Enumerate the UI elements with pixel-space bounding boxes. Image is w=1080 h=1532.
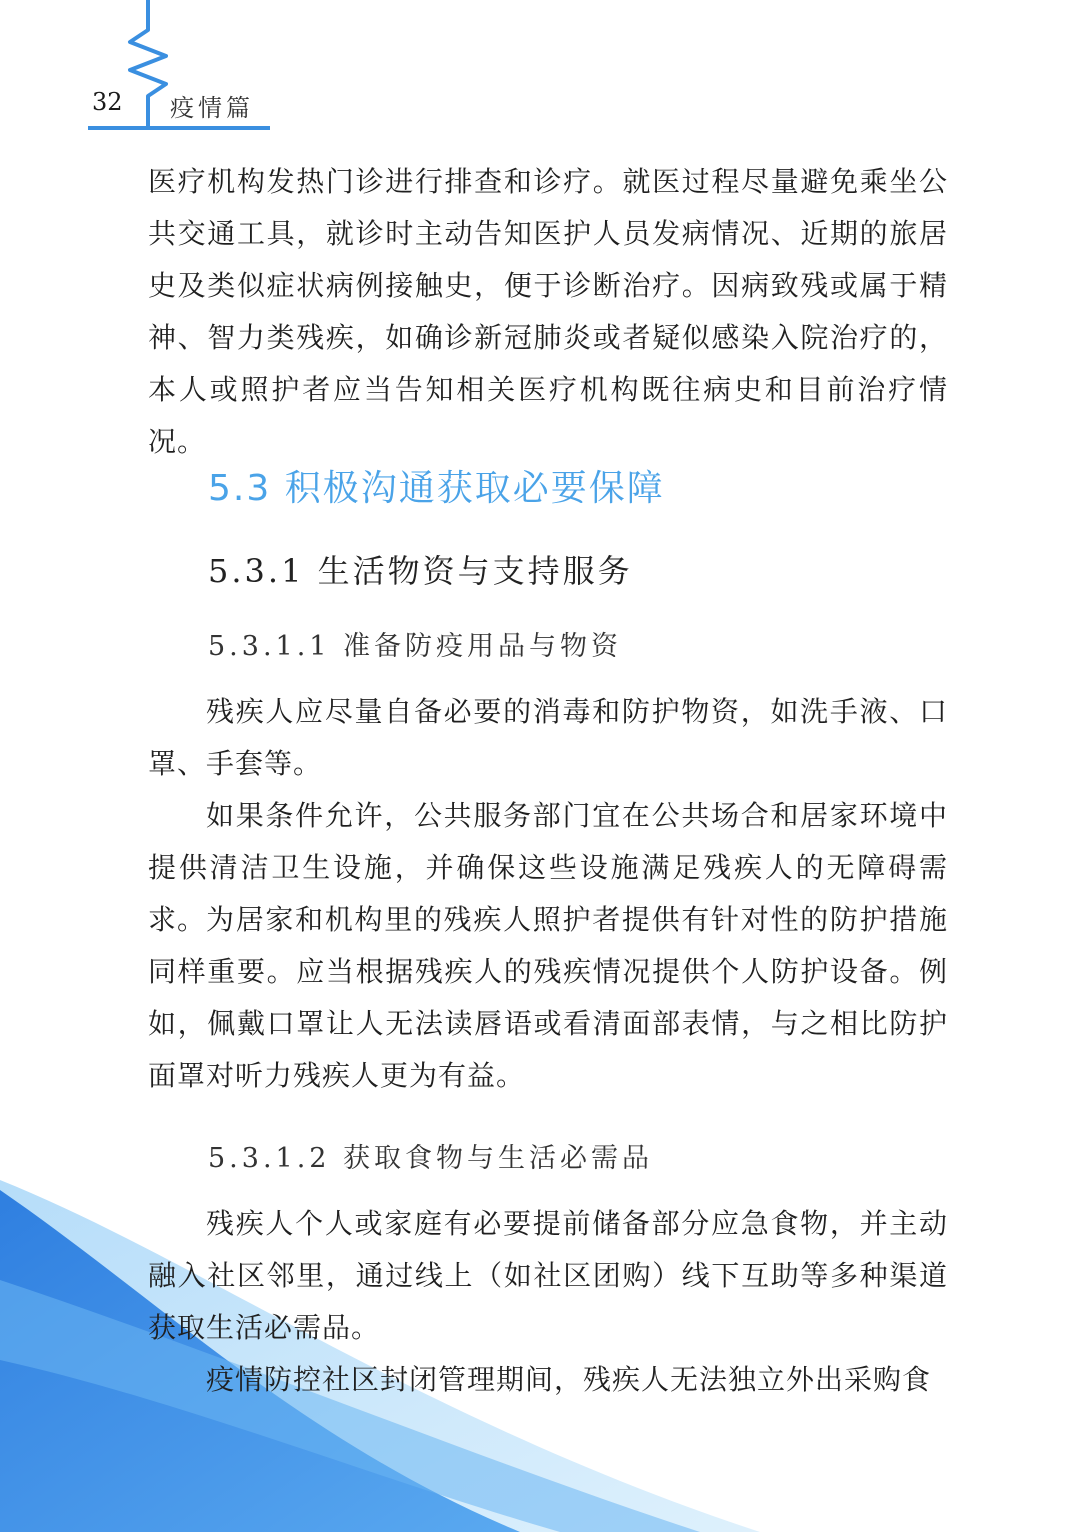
paragraph-5-3-1-1-c: 为居家和机构里的残疾人照护者提供有针对性的防护措施同样重要。应当根据残疾人的残疾情况提供个人防护设备。例如，佩戴口罩让人无法读唇语或看清面部表情，与之相比防护面罩对听力残疾人更为有益。 — [148, 903, 948, 1092]
subsubsection-heading-5-3-1-1: 5.3.1.1 准备防疫用品与物资 — [208, 631, 623, 662]
subsection-heading-5-3-1: 5.3.1 生活物资与支持服务 — [208, 552, 633, 590]
section-heading-5-3: 5.3 积极沟通获取必要保障 — [208, 468, 665, 509]
header-zigzag-line — [130, 0, 166, 128]
paragraph-5-3-1-2-b: 疫情防控社区封闭管理期间，残疾人无法独立外出采购食 — [206, 1363, 932, 1396]
paragraph-5-3-1-1-b: 如果条件允许，公共服务部门宜在公共场合和居家环境中提供清洁卫生设施，并确保这些设施满足残疾人的无障碍需求。 — [148, 799, 948, 936]
running-header-title: 疫情篇 — [170, 94, 254, 122]
paragraph-5-3-1-2-a: 残疾人个人或家庭有必要提前储备部分应急食物，并主动融入社区邻里，通过线上（如社区团购）线下互助等多种渠道获取生活必需品。 — [148, 1207, 948, 1344]
subsubsection-heading-5-3-1-2: 5.3.1.2 获取食物与生活必需品 — [208, 1143, 654, 1174]
paragraph-intro: 医疗机构发热门诊进行排查和诊疗。就医过程尽量避免乘坐公共交通工具，就诊时主动告知医护人员发病情况、近期的旅居史及类似症状病例接触史，便于诊断治疗。因病致残或属于精神、智力类残疾，如确诊新冠肺炎或者疑似感染入院治疗的，本人或照护者应当告知相关医疗机构既往病史和目前治疗情况。 — [148, 165, 948, 458]
page-number: 32 — [92, 88, 123, 116]
paragraph-5-3-1-1-a: 残疾人应尽量自备必要的消毒和防护物资，如洗手液、口罩、手套等。 — [148, 695, 948, 780]
